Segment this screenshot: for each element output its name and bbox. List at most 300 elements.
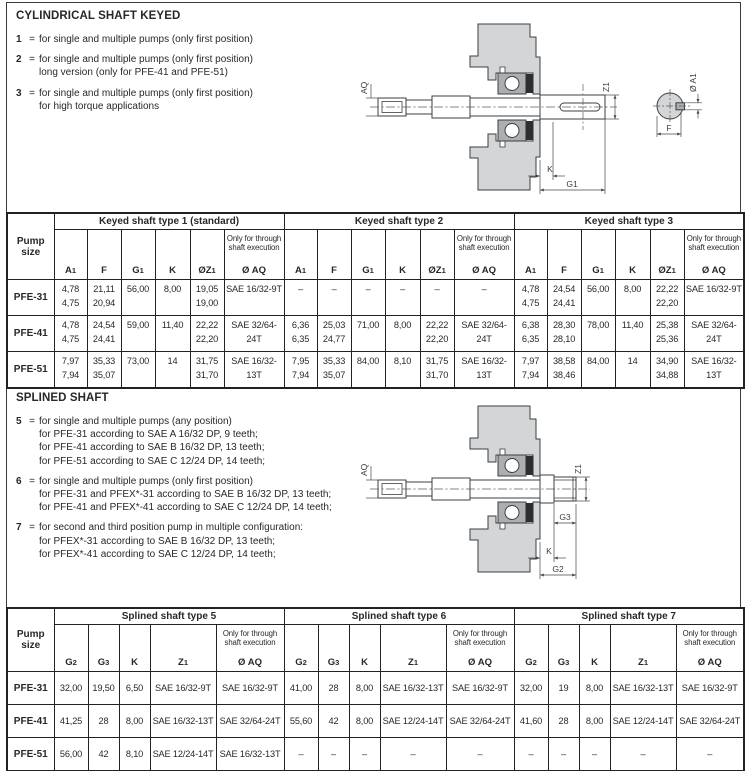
cell-value: 19,50 — [92, 683, 115, 693]
column-header: G3 — [548, 625, 579, 672]
group-header: Splined shaft type 5 — [54, 608, 284, 625]
column-header: G2 — [54, 625, 88, 672]
cell-value: 21,11 — [93, 284, 115, 294]
table-cell — [54, 738, 88, 771]
table-cell — [650, 352, 684, 389]
table-cell — [224, 316, 284, 352]
item-line: for PFE-41 according to SAE B 16/32 DP, 13 teeth; — [39, 442, 265, 454]
item-line: for single and multiple pumps (only first position) — [39, 87, 253, 99]
table-cell — [284, 705, 318, 738]
table-cell — [380, 705, 446, 738]
table-cell — [155, 352, 190, 389]
cell-value: SAE 32/64-24T — [461, 320, 507, 344]
table-cell — [119, 705, 150, 738]
cell-value: – — [331, 284, 337, 294]
table-cell — [579, 738, 610, 771]
column-header: ØZ1 — [190, 230, 224, 280]
cell-value: SAE 16/32-9T — [226, 284, 282, 294]
through-shaft-note: Only for through shaft execution — [226, 234, 282, 253]
cell-value: 38,46 — [552, 370, 576, 380]
table-cell — [88, 705, 119, 738]
cell-value: 25,36 — [655, 334, 679, 344]
cell-value: 19,05 — [195, 284, 219, 294]
list-item — [16, 33, 356, 46]
f-dim-label: F — [666, 123, 672, 133]
column-header: K — [579, 625, 610, 672]
k-dim-label: K — [547, 164, 553, 174]
cell-value: 6,35 — [291, 334, 310, 344]
cell-value: 32,00 — [519, 683, 543, 693]
through-shaft-column-header — [216, 625, 284, 672]
cell-value: 35,07 — [92, 370, 116, 380]
cell-value: – — [592, 749, 597, 759]
table-cell — [454, 280, 514, 316]
column-header: Ø AQ — [238, 657, 262, 668]
cell-value: 84,00 — [586, 356, 610, 366]
cell-value: 8,00 — [125, 716, 144, 726]
cell-value: – — [434, 284, 440, 294]
table-cell — [454, 352, 514, 389]
through-shaft-note: Only for through shaft execution — [686, 234, 742, 253]
table-cell — [579, 705, 610, 738]
cell-value: 28,10 — [552, 334, 576, 344]
table-cell — [224, 352, 284, 389]
splined-shaft-drawing — [340, 392, 725, 592]
table-cell — [514, 672, 548, 705]
cell-value: SAE 32/64-24T — [691, 320, 737, 344]
table-cell — [610, 738, 676, 771]
item-line: for PFE-51 according to SAE C 12/24 DP, 14 teeth; — [39, 455, 266, 467]
cell-value: 84,00 — [356, 356, 380, 366]
cell-value: 4,75 — [521, 298, 540, 308]
table-cell — [676, 738, 744, 771]
cell-value: 41,25 — [59, 716, 83, 726]
cell-value: 24,54 — [552, 284, 576, 294]
cell-value: – — [331, 749, 336, 759]
table-cell — [581, 352, 615, 389]
table-cell — [317, 316, 351, 352]
cell-value: 14 — [167, 356, 178, 366]
cell-value: SAE 16/32-9T — [452, 683, 508, 693]
cell-value: SAE 32/64-24T — [231, 320, 277, 344]
item-line: for PFEX*-41 according to SAE C 12/24 DP, 14 teeth; — [39, 548, 276, 560]
through-shaft-note: Only for through shaft execution — [222, 629, 278, 648]
list-item — [16, 87, 356, 113]
cell-value: SAE 16/32-13T — [231, 356, 277, 380]
cell-value: 42 — [328, 716, 339, 726]
cell-value: SAE 16/32-9T — [681, 683, 738, 693]
cell-value: 41,60 — [519, 716, 543, 726]
cell-value: 31,75 — [425, 356, 449, 366]
cell-value: 59,00 — [126, 320, 150, 330]
cell-value: 7,97 — [521, 356, 540, 366]
table-cell — [579, 672, 610, 705]
table-cell — [121, 352, 155, 389]
cell-value: 25,03 — [322, 320, 346, 330]
through-shaft-column-header — [446, 625, 514, 672]
cell-value: 6,36 — [291, 320, 310, 330]
table-cell — [514, 316, 547, 352]
through-shaft-column-header — [676, 625, 744, 672]
table-cell — [284, 738, 318, 771]
cell-value: 24,54 — [92, 320, 116, 330]
cell-value: 4,78 — [61, 284, 80, 294]
cell-value: 8,00 — [393, 320, 412, 330]
cell-value: – — [365, 284, 371, 294]
cell-value: 19 — [558, 683, 569, 693]
section-heading: SPLINED SHAFT — [16, 392, 109, 404]
table-cell — [446, 672, 514, 705]
column-header: G1 — [351, 230, 385, 280]
table-cell — [514, 738, 548, 771]
cell-value: SAE 16/32-13T — [691, 356, 737, 380]
cell-value: 24,41 — [92, 334, 116, 344]
table-cell — [581, 316, 615, 352]
group-header: Splined shaft type 6 — [284, 608, 514, 625]
keyed-shaft-drawing — [340, 10, 725, 205]
table-cell — [190, 280, 224, 316]
cell-value: – — [481, 284, 487, 294]
cell-value: 8,00 — [355, 683, 374, 693]
cell-value: 28 — [558, 716, 569, 726]
cell-value: 8,00 — [355, 716, 374, 726]
table-cell — [88, 738, 119, 771]
table-cell — [119, 738, 150, 771]
cell-value: – — [707, 749, 713, 759]
item-line: for single and multiple pumps (only first position) — [39, 34, 253, 45]
row-header: PFE-41 — [7, 705, 54, 738]
cell-value: SAE 32/64-24T — [449, 716, 511, 726]
equals-sign: = — [29, 34, 35, 45]
group-header: Splined shaft type 7 — [514, 608, 744, 625]
k-dim-label: K — [546, 546, 552, 556]
item-line: for PFE-31 and PFEX*-31 according to SAE B 16/32 DP, 13 teeth; — [39, 489, 332, 501]
cell-value: 56,00 — [586, 284, 610, 294]
column-header: F — [87, 230, 121, 280]
table-cell — [420, 316, 454, 352]
table-cell — [318, 738, 349, 771]
table-cell — [190, 316, 224, 352]
row-header: PFE-51 — [7, 738, 54, 771]
cell-value: – — [410, 749, 416, 759]
table-cell — [150, 738, 216, 771]
column-header: Ø AQ — [472, 265, 497, 276]
table-cell — [284, 280, 317, 316]
table-cell — [119, 672, 150, 705]
table-cell — [349, 672, 380, 705]
column-header: Ø AQ — [242, 265, 266, 276]
table-cell — [446, 738, 514, 771]
table-cell — [54, 672, 88, 705]
column-header: G3 — [88, 625, 119, 672]
row-header: PFE-51 — [7, 352, 54, 389]
column-header: Z1 — [380, 625, 446, 672]
row-header: PFE-31 — [7, 280, 54, 316]
item-number: 2 — [16, 54, 22, 66]
table-cell — [547, 280, 581, 316]
column-header: Z1 — [150, 625, 216, 672]
through-shaft-note: Only for through shaft execution — [452, 629, 508, 648]
item-line: for PFE-31 according to SAE A 16/32 DP, 9 teeth; — [39, 429, 258, 441]
column-header: K — [349, 625, 380, 672]
cell-value: SAE 12/24-14T — [152, 749, 214, 759]
cell-value: 22,20 — [425, 334, 449, 344]
table-row — [7, 280, 744, 316]
column-header: Ø AQ — [701, 265, 726, 276]
table-cell — [121, 280, 155, 316]
group-header: Keyed shaft type 3 — [514, 213, 744, 230]
table-cell — [190, 352, 224, 389]
table-cell — [547, 352, 581, 389]
g1-dim-label: G1 — [566, 179, 578, 189]
cell-value: 56,00 — [59, 749, 83, 759]
through-shaft-note: Only for through shaft execution — [682, 629, 737, 648]
table-cell — [610, 672, 676, 705]
cell-value: 71,00 — [356, 320, 380, 330]
shaft-end-view — [653, 89, 702, 137]
column-header: F — [547, 230, 581, 280]
equals-sign: = — [29, 54, 35, 66]
table-cell — [380, 672, 446, 705]
cell-value: 8,00 — [623, 284, 642, 294]
cell-value: SAE 16/32-9T — [222, 683, 278, 693]
table-cell — [615, 316, 650, 352]
list-item — [16, 475, 366, 515]
cell-value: – — [298, 749, 304, 759]
cell-value: 28 — [98, 716, 109, 726]
cell-value: – — [400, 284, 406, 294]
table-cell — [676, 705, 744, 738]
table-cell — [284, 316, 317, 352]
table-cell — [548, 672, 579, 705]
cell-value: 56,00 — [126, 284, 150, 294]
table-cell — [351, 316, 385, 352]
table-cell — [684, 316, 744, 352]
table-cell — [351, 352, 385, 389]
table-cell — [317, 280, 351, 316]
table-cell — [54, 316, 87, 352]
section-cylindrical-shaft-keyed — [16, 10, 356, 120]
cell-value: 41,00 — [289, 683, 313, 693]
cell-value: 24,41 — [552, 298, 576, 308]
cell-value: 31,75 — [195, 356, 219, 366]
table-cell — [88, 672, 119, 705]
column-header: K — [155, 230, 190, 280]
table-cell — [318, 672, 349, 705]
table-cell — [121, 316, 155, 352]
cell-value: 42 — [98, 749, 109, 759]
column-header: ØZ1 — [420, 230, 454, 280]
cell-value: – — [528, 749, 534, 759]
table-cell — [349, 738, 380, 771]
cell-value: 11,40 — [621, 320, 644, 330]
table-cell — [684, 352, 744, 389]
cell-value: 7,94 — [291, 370, 310, 380]
item-line: for PFEX*-31 according to SAE B 16/32 DP, 13 teeth; — [39, 535, 276, 547]
column-header: G3 — [318, 625, 349, 672]
column-header: Ø AQ — [468, 657, 492, 668]
table-cell — [54, 280, 87, 316]
row-header: PFE-41 — [7, 316, 54, 352]
table-cell — [385, 352, 420, 389]
cell-value: 4,75 — [61, 334, 80, 344]
table-cell — [380, 738, 446, 771]
cell-value: 8,00 — [585, 683, 604, 693]
column-header: G2 — [514, 625, 548, 672]
table-cell — [150, 672, 216, 705]
column-header: Ø AQ — [697, 657, 722, 668]
pump-size-header: Pump size — [7, 213, 54, 280]
cell-value: 34,88 — [655, 370, 679, 380]
through-shaft-column-header — [224, 230, 284, 280]
table-cell — [581, 280, 615, 316]
cell-value: SAE 16/32-13T — [612, 683, 674, 693]
group-header: Keyed shaft type 1 (standard) — [54, 213, 284, 230]
column-header: K — [615, 230, 650, 280]
cell-value: 11,40 — [161, 320, 184, 330]
cell-value: 7,94 — [521, 370, 540, 380]
cell-value: 7,97 — [61, 356, 80, 366]
cell-value: 6,50 — [125, 683, 144, 693]
cell-value: 4,78 — [61, 320, 80, 330]
equals-sign: = — [29, 87, 35, 99]
cell-value: 14 — [627, 356, 638, 366]
cell-value: 35,33 — [322, 356, 346, 366]
section-heading: CYLINDRICAL SHAFT KEYED — [16, 10, 181, 22]
equals-sign: = — [29, 522, 35, 534]
table-cell — [318, 705, 349, 738]
cell-value: 6,35 — [521, 334, 540, 344]
table-cell — [684, 280, 744, 316]
table-row — [7, 672, 744, 705]
cell-value: 8,00 — [163, 284, 182, 294]
row-header: PFE-31 — [7, 672, 54, 705]
item-number: 7 — [16, 522, 22, 534]
cell-value: 28,30 — [552, 320, 576, 330]
pump-size-header: Pump size — [7, 608, 54, 672]
table-cell — [351, 280, 385, 316]
table-cell — [224, 280, 284, 316]
table-cell — [216, 672, 284, 705]
cell-value: SAE 16/32-13T — [382, 683, 444, 693]
column-header: K — [385, 230, 420, 280]
table-cell — [87, 280, 121, 316]
cell-value: 7,94 — [61, 370, 80, 380]
table-cell — [284, 672, 318, 705]
table-cell — [385, 316, 420, 352]
cell-value: SAE 16/32-13T — [461, 356, 507, 380]
table-cell — [615, 280, 650, 316]
table-cell — [87, 316, 121, 352]
table-cell — [615, 352, 650, 389]
cell-value: – — [640, 749, 646, 759]
cell-value: 31,70 — [425, 370, 449, 380]
cell-value: 35,33 — [92, 356, 116, 366]
table-cell — [385, 280, 420, 316]
table-cell — [650, 316, 684, 352]
table-row — [7, 352, 744, 389]
column-header: Z1 — [610, 625, 676, 672]
cell-value: 19,00 — [195, 298, 219, 308]
cell-value: – — [561, 749, 566, 759]
cell-value: 8,00 — [585, 716, 604, 726]
table-cell — [610, 705, 676, 738]
cell-value: 8,10 — [125, 749, 144, 759]
table-row — [7, 316, 744, 352]
list-item — [16, 521, 366, 561]
equals-sign: = — [29, 475, 35, 487]
column-header: A1 — [514, 230, 547, 280]
column-header: G2 — [284, 625, 318, 672]
cell-value: SAE 16/32-9T — [685, 284, 742, 294]
table-cell — [155, 280, 190, 316]
cell-value: 22,22 — [195, 320, 219, 330]
table-cell — [514, 352, 547, 389]
cell-value: – — [362, 749, 367, 759]
cell-value: SAE 12/24-14T — [382, 716, 444, 726]
aq-dim-label: AQ — [359, 81, 369, 94]
group-header: Keyed shaft type 2 — [284, 213, 514, 230]
table-cell — [317, 352, 351, 389]
item-line: for single and multiple pumps (only first position) — [39, 54, 253, 66]
column-header: F — [317, 230, 351, 280]
column-header: G1 — [581, 230, 615, 280]
cell-value: 22,22 — [425, 320, 449, 330]
cell-value: SAE 16/32-13T — [152, 716, 214, 726]
cell-value: 20,94 — [92, 298, 116, 308]
table-cell — [514, 705, 548, 738]
cell-value: 28 — [328, 683, 339, 693]
g2-dim-label: G2 — [552, 564, 564, 574]
cell-value: SAE 12/24-14T — [612, 716, 674, 726]
cell-value: – — [298, 284, 304, 294]
cell-value: 4,78 — [521, 284, 540, 294]
cell-value: SAE 16/32-13T — [219, 749, 281, 759]
table-cell — [284, 352, 317, 389]
table-row — [7, 738, 744, 771]
cell-value: 25,38 — [655, 320, 679, 330]
keyed-shaft-table — [6, 212, 745, 389]
table-cell — [420, 352, 454, 389]
table-cell — [454, 316, 514, 352]
splined-shaft-table — [6, 607, 745, 771]
column-header: K — [119, 625, 150, 672]
item-line: for high torque applications — [39, 100, 160, 112]
table-cell — [87, 352, 121, 389]
column-header: ØZ1 — [650, 230, 684, 280]
cell-value: 32,00 — [59, 683, 83, 693]
cell-value: 55,60 — [289, 716, 313, 726]
item-number: 3 — [16, 87, 22, 99]
cell-value: 4,75 — [61, 298, 80, 308]
item-line: for second and third position pump in multiple configuration: — [39, 522, 304, 534]
aq-dim-label: AQ — [359, 463, 369, 476]
cell-value: SAE 16/32-9T — [155, 683, 211, 693]
cell-value: SAE 32/64-24T — [219, 716, 281, 726]
cell-value: 35,07 — [322, 370, 346, 380]
item-line: for PFE-41 and PFEX*-41 according to SAE C 12/24 DP, 14 teeth; — [39, 502, 332, 514]
list-item — [16, 415, 366, 468]
cell-value: 78,00 — [586, 320, 610, 330]
cell-value: 24,77 — [322, 334, 346, 344]
section-splined-shaft — [16, 392, 366, 568]
g3-dim-label: G3 — [559, 512, 571, 522]
cell-value: 38,58 — [552, 356, 576, 366]
through-shaft-column-header — [684, 230, 744, 280]
cell-value: 22,20 — [655, 298, 679, 308]
cell-value: – — [477, 749, 483, 759]
table-cell — [54, 705, 88, 738]
